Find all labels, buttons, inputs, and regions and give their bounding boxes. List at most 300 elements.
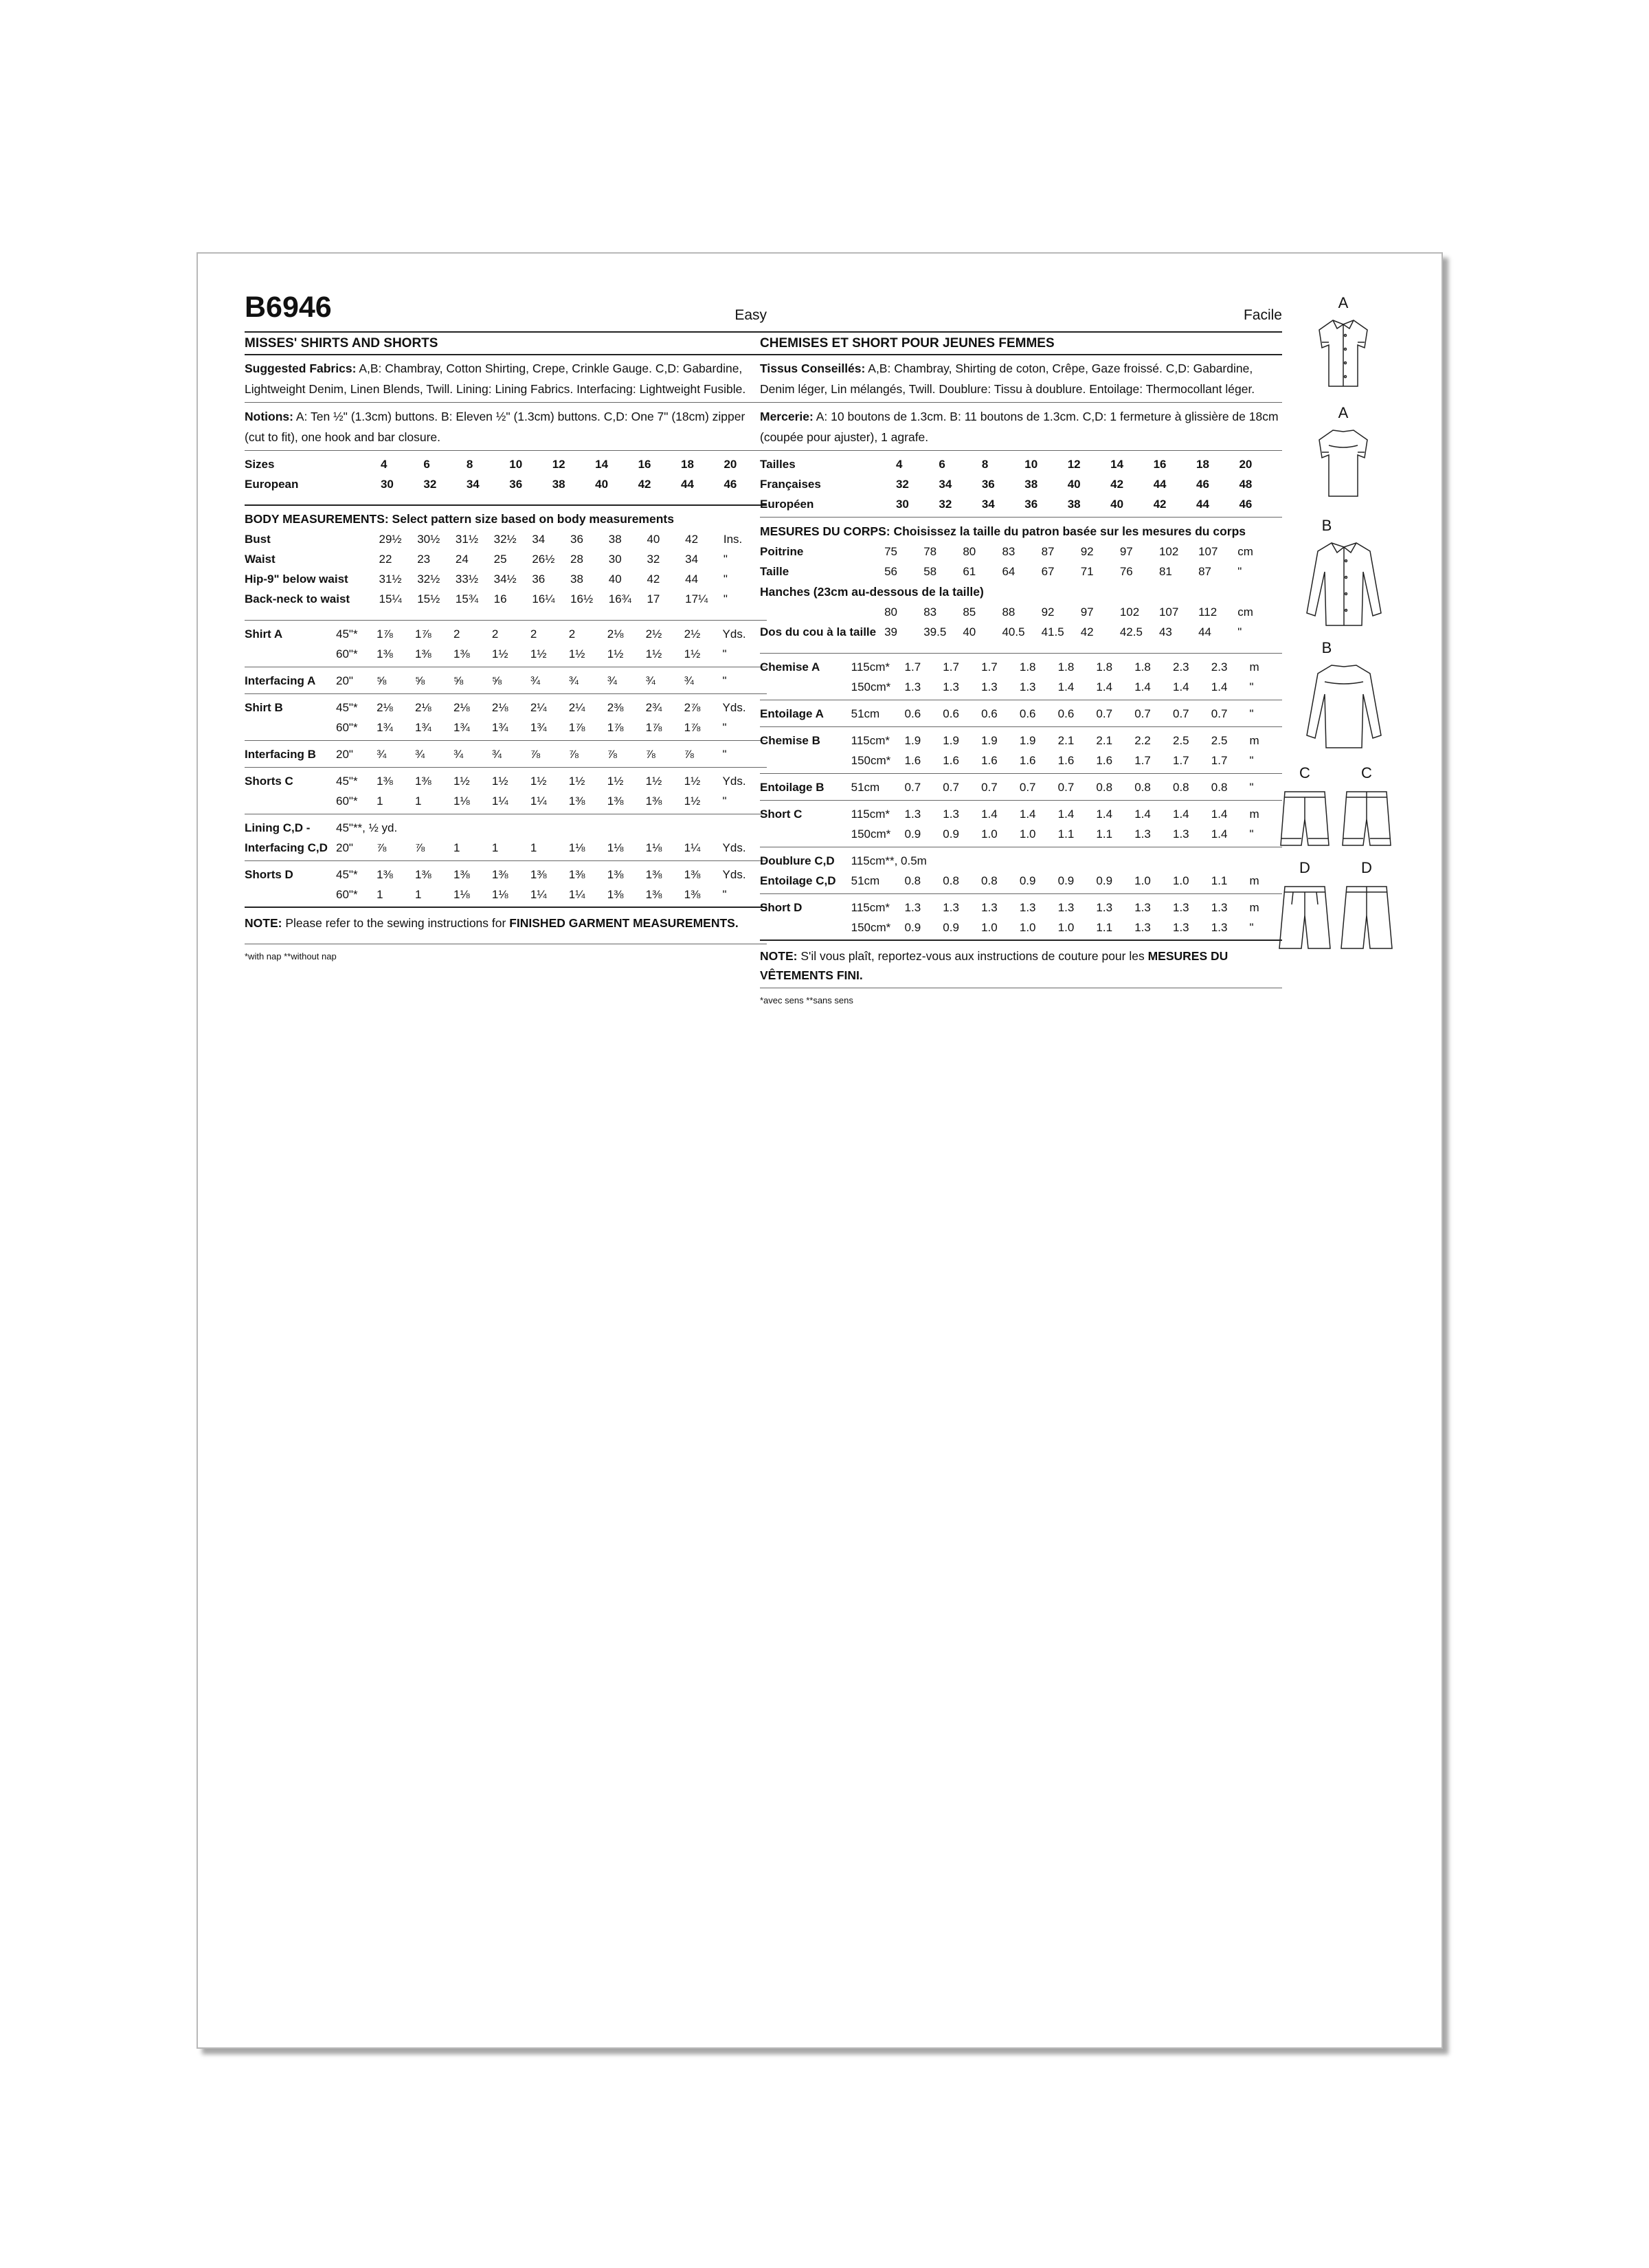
cell-value: 1¼ bbox=[684, 841, 701, 854]
cell-value: 1.4 bbox=[1096, 680, 1113, 693]
cell-value: 1 bbox=[415, 794, 422, 808]
cell-value: 83 bbox=[923, 605, 937, 619]
cell-value: 102 bbox=[1158, 545, 1179, 558]
cell-value: 1.4 bbox=[981, 808, 998, 821]
cell-value: 60"* bbox=[336, 888, 358, 901]
yardage-row bbox=[245, 838, 767, 858]
cell-value: 115cm* bbox=[851, 808, 890, 821]
cell-value: 1.1 bbox=[1057, 827, 1075, 841]
row-label: European bbox=[245, 478, 299, 491]
yardage-row bbox=[760, 918, 1282, 937]
yardage-table bbox=[760, 731, 1282, 770]
cell-value: 97 bbox=[1080, 605, 1094, 619]
cell-value: 1.3 bbox=[943, 901, 959, 914]
cell-value: 33½ bbox=[455, 572, 479, 586]
cell-value: 44 bbox=[1198, 625, 1212, 638]
cell-value: 1⅛ bbox=[607, 841, 624, 854]
cell-value: 42 bbox=[1110, 478, 1124, 491]
footnote-fr: *avec sens **sans sens bbox=[760, 995, 853, 1005]
row-label: Taille bbox=[760, 565, 789, 578]
cell-value: 30 bbox=[895, 498, 909, 511]
cell-value: 1⅜ bbox=[645, 888, 662, 901]
cell-value: 87 bbox=[1041, 545, 1055, 558]
cell-value: 115cm* bbox=[851, 660, 890, 674]
cell-value: 1.4 bbox=[1096, 808, 1113, 821]
cell-value: Yds. bbox=[722, 627, 746, 641]
body-measurements-table-fr bbox=[760, 542, 1282, 581]
cell-value: 34 bbox=[532, 533, 546, 546]
cell-value: 1.4 bbox=[1134, 808, 1151, 821]
cell-value: ⅞ bbox=[684, 748, 694, 761]
yardage-section-fr bbox=[760, 653, 1282, 937]
cell-value: 1⅛ bbox=[568, 841, 585, 854]
cell-value: ⅞ bbox=[530, 748, 541, 761]
cell-value: 1.4 bbox=[1057, 808, 1075, 821]
yardage-row bbox=[245, 771, 767, 791]
cell-value: 1.3 bbox=[1057, 901, 1075, 914]
cell-value: m bbox=[1249, 734, 1259, 747]
cell-value: 1.9 bbox=[943, 734, 959, 747]
cell-value: 2.5 bbox=[1211, 734, 1228, 747]
cell-value: 1½ bbox=[530, 775, 547, 788]
cell-value: 1½ bbox=[491, 775, 508, 788]
cell-value: " bbox=[1249, 921, 1254, 934]
cell-value: 34 bbox=[939, 478, 952, 491]
yardage-table bbox=[245, 744, 767, 764]
cell-value: 42 bbox=[1153, 498, 1167, 511]
cell-value: 1⅞ bbox=[377, 627, 393, 641]
cell-value: 18 bbox=[1196, 458, 1209, 471]
cell-value: 2¼ bbox=[530, 701, 547, 714]
note-fr: NOTE: S'il vous plaît, reportez-vous aux instructions de couture pour les MESURES DU VÊTEMENTS FINI. bbox=[760, 949, 1229, 982]
cell-value: 1⅜ bbox=[377, 775, 393, 788]
cell-value: 1.1 bbox=[1096, 921, 1113, 934]
view-a-front: A bbox=[1312, 294, 1374, 390]
cell-value: 45"* bbox=[336, 775, 358, 788]
cell-value: 2½ bbox=[684, 627, 701, 641]
cell-value: ¾ bbox=[645, 674, 655, 687]
cell-value: 8 bbox=[981, 458, 989, 471]
cell-value: " bbox=[1249, 754, 1254, 767]
cell-value: 1.3 bbox=[981, 901, 998, 914]
cell-value: 1.7 bbox=[943, 660, 959, 674]
cell-value: 14 bbox=[595, 458, 609, 471]
cell-value: 0.9 bbox=[943, 921, 959, 934]
cell-value: 1 bbox=[491, 841, 499, 854]
cell-value: 1.4 bbox=[1211, 808, 1228, 821]
cell-value: 1.9 bbox=[981, 734, 998, 747]
cell-value: 2 bbox=[530, 627, 537, 641]
row-label bbox=[245, 644, 336, 664]
cell-value: 45"* bbox=[336, 868, 358, 881]
cell-value: ¾ bbox=[377, 748, 387, 761]
cell-value: " bbox=[722, 674, 727, 687]
notions: Notions: A: Ten ½" (1.3cm) buttons. B: Eleven ½" (1.3cm) buttons. C,D: One 7" (18cm) zipper (cut to fit), one hook and bar closure. bbox=[245, 410, 745, 444]
cell-value: 0.7 bbox=[1134, 707, 1151, 720]
cell-value: 0.7 bbox=[904, 781, 921, 794]
row-label: Tailles bbox=[760, 458, 796, 471]
row-label bbox=[760, 602, 884, 622]
cell-value: 1⅜ bbox=[491, 868, 508, 881]
body-row bbox=[245, 589, 767, 609]
pattern-title: MISSES' SHIRTS AND SHORTS bbox=[245, 336, 438, 351]
cell-value: Yds. bbox=[722, 775, 746, 788]
cell-value: 1.7 bbox=[1134, 754, 1151, 767]
cell-value: 1⅞ bbox=[645, 721, 662, 734]
row-label: Entoilage A bbox=[760, 707, 824, 720]
yardage-row bbox=[245, 671, 767, 691]
cell-value: 2⅜ bbox=[607, 701, 624, 714]
notions-fr: Mercerie: A: 10 boutons de 1.3cm. B: 11 boutons de 1.3cm. C,D: 1 fermeture à glissière de 18cm (coupée pour ajuster), 1 agrafe. bbox=[760, 410, 1279, 444]
row-label: Interfacing B bbox=[245, 748, 316, 761]
cell-value: 1.0 bbox=[1019, 921, 1036, 934]
cell-value: 1½ bbox=[453, 775, 470, 788]
cell-value: 1½ bbox=[568, 775, 585, 788]
yardage-section bbox=[245, 620, 767, 904]
cell-value: 8 bbox=[466, 458, 473, 471]
body-measurements-header: BODY MEASUREMENTS: Select pattern size based on body measurements bbox=[245, 512, 674, 526]
row-label: Doublure C,D bbox=[760, 854, 835, 867]
cell-value: m bbox=[1249, 808, 1259, 821]
cell-value: 0.6 bbox=[1057, 707, 1075, 720]
cell-value: 0.6 bbox=[943, 707, 959, 720]
cell-value: 1¾ bbox=[453, 721, 470, 734]
cell-value: 44 bbox=[681, 478, 694, 491]
cell-value: 51cm bbox=[851, 781, 880, 794]
cell-value: 1½ bbox=[530, 647, 547, 660]
yardage-row bbox=[760, 657, 1282, 677]
cell-value: ⅞ bbox=[645, 748, 655, 761]
cell-value: m bbox=[1249, 660, 1259, 674]
cell-value: 115cm* bbox=[851, 734, 890, 747]
cell-value: 39.5 bbox=[923, 625, 947, 638]
row-label bbox=[760, 824, 851, 844]
cell-value: 1¼ bbox=[530, 794, 547, 808]
cell-value: 0.8 bbox=[1134, 781, 1151, 794]
cell-value: Ins. bbox=[723, 533, 743, 546]
cell-value: " bbox=[1249, 680, 1254, 693]
yardage-row bbox=[245, 624, 767, 644]
cell-value: 1.1 bbox=[1096, 827, 1113, 841]
cell-value: m bbox=[1249, 874, 1259, 887]
cell-value: 1¾ bbox=[377, 721, 393, 734]
cell-value: 1.7 bbox=[1211, 754, 1228, 767]
cell-value: 1 bbox=[415, 888, 422, 901]
cell-value: 1.3 bbox=[904, 680, 921, 693]
cell-value: 87 bbox=[1198, 565, 1212, 578]
yardage-row bbox=[760, 704, 1282, 724]
pattern-envelope-back bbox=[197, 252, 1443, 2049]
cell-value: 1.3 bbox=[1172, 921, 1189, 934]
cell-value: 150cm* bbox=[851, 827, 891, 841]
cell-value: 41.5 bbox=[1041, 625, 1064, 638]
yardage-table bbox=[245, 671, 767, 691]
cell-value: 18 bbox=[681, 458, 694, 471]
cell-value: 0.9 bbox=[1019, 874, 1036, 887]
cell-value: 2⅛ bbox=[377, 701, 393, 714]
cell-value: 58 bbox=[923, 565, 937, 578]
cell-value: 24 bbox=[455, 553, 469, 566]
cell-value: " bbox=[722, 721, 727, 734]
cell-value: 36 bbox=[981, 478, 995, 491]
shirt-long-sleeve-front-icon bbox=[1296, 537, 1392, 634]
cell-value: 51cm bbox=[851, 874, 880, 887]
cell-value: 2.5 bbox=[1172, 734, 1189, 747]
cell-value: 4 bbox=[380, 458, 388, 471]
difficulty-label-fr: Facile bbox=[1243, 307, 1282, 323]
french-column bbox=[760, 292, 1282, 1005]
cell-value: 46 bbox=[1196, 478, 1209, 491]
cell-value: 32 bbox=[939, 498, 952, 511]
row-label: Chemise B bbox=[760, 734, 820, 747]
cell-value: 1½ bbox=[684, 647, 701, 660]
cell-value: 2 bbox=[453, 627, 460, 641]
cell-value: 2⅛ bbox=[415, 701, 431, 714]
cell-value: 42 bbox=[638, 478, 651, 491]
english-column bbox=[245, 292, 767, 961]
cell-value: 1⅜ bbox=[607, 888, 624, 901]
cell-value: 1.3 bbox=[1134, 827, 1151, 841]
cell-value: 36 bbox=[1024, 498, 1038, 511]
cell-value: 1.3 bbox=[1172, 827, 1189, 841]
view-b-front: B bbox=[1296, 517, 1358, 634]
cell-value: 32 bbox=[647, 553, 660, 566]
cell-value: 38 bbox=[570, 572, 583, 586]
cell-value: 1.7 bbox=[1172, 754, 1189, 767]
cell-value: 75 bbox=[884, 545, 898, 558]
cell-value: 40 bbox=[1110, 498, 1124, 511]
cell-value: 0.6 bbox=[1019, 707, 1036, 720]
cell-value: ⅝ bbox=[415, 674, 425, 687]
cell-value: 107 bbox=[1158, 605, 1179, 619]
yardage-row bbox=[760, 871, 1282, 891]
cell-value: 0.8 bbox=[1172, 781, 1189, 794]
cell-value: 48 bbox=[1239, 478, 1253, 491]
cell-value: 150cm* bbox=[851, 754, 891, 767]
cell-value: 10 bbox=[1024, 458, 1038, 471]
body-row bbox=[245, 529, 767, 549]
pattern-code: B6946 bbox=[245, 291, 332, 324]
cell-value: 2.3 bbox=[1211, 660, 1228, 674]
yardage-row bbox=[245, 698, 767, 718]
row-label: Bust bbox=[245, 533, 271, 546]
cell-value: m bbox=[1249, 901, 1259, 914]
body-row bbox=[760, 542, 1282, 562]
cell-value: 1.9 bbox=[1019, 734, 1036, 747]
cell-value: 30 bbox=[380, 478, 394, 491]
cell-value: 1¼ bbox=[568, 888, 585, 901]
yardage-row bbox=[760, 751, 1282, 770]
cell-value: 38 bbox=[1067, 498, 1081, 511]
row-label: Françaises bbox=[760, 478, 821, 491]
cell-value: 46 bbox=[723, 478, 737, 491]
cell-value: 1⅛ bbox=[645, 841, 662, 854]
cell-value: 1⅜ bbox=[415, 647, 431, 660]
row-label bbox=[760, 677, 851, 697]
cell-value: 31½ bbox=[379, 572, 402, 586]
cell-value: 38 bbox=[552, 478, 565, 491]
cell-value: 2½ bbox=[645, 627, 662, 641]
cell-value: 0.8 bbox=[981, 874, 998, 887]
cell-value: Yds. bbox=[722, 701, 746, 714]
cell-value: 36 bbox=[570, 533, 583, 546]
cell-value: 112 bbox=[1198, 605, 1218, 619]
shorts-d-back-icon bbox=[1336, 880, 1398, 955]
cell-value: 1.4 bbox=[1172, 808, 1189, 821]
cell-value: 36 bbox=[509, 478, 523, 491]
cell-value: 0.9 bbox=[904, 921, 921, 934]
cell-value: ¾ bbox=[491, 748, 502, 761]
yardage-table bbox=[245, 771, 767, 811]
cell-value: cm bbox=[1237, 605, 1253, 619]
view-a-back: A bbox=[1312, 404, 1374, 500]
yardage-row bbox=[760, 677, 1282, 697]
cell-value: 2 bbox=[491, 627, 499, 641]
cell-value: 1.8 bbox=[1096, 660, 1113, 674]
cell-value: 1.6 bbox=[1019, 754, 1036, 767]
cell-value: 80 bbox=[963, 545, 976, 558]
cell-value: 0.7 bbox=[1057, 781, 1075, 794]
row-label: Poitrine bbox=[760, 545, 804, 558]
cell-value: 1⅞ bbox=[684, 721, 701, 734]
cell-value: 0.6 bbox=[981, 707, 998, 720]
row-label: Short D bbox=[760, 901, 803, 914]
cell-value: 97 bbox=[1119, 545, 1133, 558]
cell-value: 1.3 bbox=[981, 680, 998, 693]
cell-value: ¾ bbox=[607, 674, 617, 687]
cell-value: 1 bbox=[377, 794, 383, 808]
cell-value: 92 bbox=[1080, 545, 1094, 558]
cell-value: 1.1 bbox=[1211, 874, 1228, 887]
cell-value: 115cm* bbox=[851, 901, 890, 914]
cell-value: 107 bbox=[1198, 545, 1218, 558]
cell-value: 2 bbox=[568, 627, 576, 641]
cell-value: 2.2 bbox=[1134, 734, 1151, 747]
cell-value: 1.3 bbox=[943, 680, 959, 693]
view-d-back: D bbox=[1336, 859, 1398, 955]
view-b-back: B bbox=[1296, 639, 1358, 756]
cell-value: 26½ bbox=[532, 553, 555, 566]
body-row bbox=[245, 549, 767, 569]
row-label bbox=[760, 751, 851, 770]
cell-value: 1.0 bbox=[1019, 827, 1036, 841]
sizes-table bbox=[245, 454, 767, 494]
suggested-fabrics-fr: Tissus Conseillés: A,B: Chambray, Shirting de coton, Crêpe, Gaze froissé. C,D: Gabardine, Denim léger, Lin mélangés, Twill. Doublure: Tissu à doublure. Entoilage: Thermocollant léger. bbox=[760, 362, 1255, 396]
row-label: Short C bbox=[760, 808, 803, 821]
cell-value: 42 bbox=[1080, 625, 1094, 638]
yardage-row bbox=[245, 644, 767, 664]
cell-value: 1.3 bbox=[1019, 901, 1036, 914]
cell-value: 30 bbox=[608, 553, 622, 566]
cell-value: 16 bbox=[638, 458, 651, 471]
row-label: Entoilage C,D bbox=[760, 874, 836, 887]
cell-value: " bbox=[1249, 781, 1254, 794]
yardage-row bbox=[760, 824, 1282, 844]
cell-value: Yds. bbox=[722, 841, 746, 854]
cell-value: 23 bbox=[417, 553, 431, 566]
cell-value: 45"* bbox=[336, 627, 358, 641]
cell-value: 46 bbox=[1239, 498, 1253, 511]
row-label: Shorts D bbox=[245, 868, 293, 881]
cell-value: ¾ bbox=[530, 674, 541, 687]
cell-value: 1⅜ bbox=[453, 647, 470, 660]
cell-value: 40 bbox=[608, 572, 622, 586]
cell-value: ⅝ bbox=[453, 674, 464, 687]
cell-value: 1⅜ bbox=[568, 868, 585, 881]
cell-value: 0.7 bbox=[1019, 781, 1036, 794]
cell-value: 1¾ bbox=[530, 721, 547, 734]
view-c-front: C bbox=[1274, 764, 1336, 854]
cell-value: " bbox=[1249, 827, 1254, 841]
cell-value: 71 bbox=[1080, 565, 1094, 578]
cell-value: 83 bbox=[1002, 545, 1016, 558]
cell-value: 2⅛ bbox=[491, 701, 508, 714]
cell-value: " bbox=[722, 647, 727, 660]
yardage-table bbox=[245, 698, 767, 737]
yardage-row bbox=[245, 885, 767, 904]
cell-value: " bbox=[1237, 565, 1242, 578]
yardage-table bbox=[245, 624, 767, 664]
pattern-title-fr: CHEMISES ET SHORT POUR JEUNES FEMMES bbox=[760, 336, 1055, 351]
cell-value: 2.1 bbox=[1096, 734, 1113, 747]
yardage-row bbox=[760, 804, 1282, 824]
cell-value: 0.9 bbox=[904, 827, 921, 841]
cell-value: 12 bbox=[552, 458, 565, 471]
cell-value: cm bbox=[1237, 545, 1253, 558]
row-label: Shorts C bbox=[245, 775, 293, 788]
cell-value: 20 bbox=[1239, 458, 1253, 471]
cell-value: 40.5 bbox=[1002, 625, 1025, 638]
cell-value: 0.7 bbox=[943, 781, 959, 794]
cell-value: 45"**, ½ yd. bbox=[336, 821, 398, 834]
view-d-front: D bbox=[1274, 859, 1336, 955]
cell-value: 2.3 bbox=[1172, 660, 1189, 674]
cell-value: 64 bbox=[1002, 565, 1016, 578]
cell-value: 44 bbox=[685, 572, 699, 586]
cell-value: " bbox=[723, 553, 728, 566]
cell-value: 1.7 bbox=[904, 660, 921, 674]
body-measurements-header-fr: MESURES DU CORPS: Choisissez la taille du patron basée sur les mesures du corps bbox=[760, 524, 1246, 538]
cell-value: 61 bbox=[963, 565, 976, 578]
cell-value: 6 bbox=[423, 458, 430, 471]
shorts-d-front-icon bbox=[1274, 880, 1336, 955]
cell-value: 1 bbox=[377, 888, 383, 901]
cell-value: 85 bbox=[963, 605, 976, 619]
cell-value: 32½ bbox=[417, 572, 440, 586]
cell-value: 6 bbox=[939, 458, 945, 471]
note: NOTE: Please refer to the sewing instructions for FINISHED GARMENT MEASUREMENTS. bbox=[245, 916, 739, 930]
cell-value: 1.9 bbox=[904, 734, 921, 747]
row-label bbox=[245, 885, 336, 904]
sizes-row bbox=[245, 454, 767, 474]
yardage-row bbox=[760, 898, 1282, 918]
cell-value: 10 bbox=[509, 458, 523, 471]
cell-value: 1.4 bbox=[1172, 680, 1189, 693]
cell-value: 1½ bbox=[491, 647, 508, 660]
suggested-fabrics: Suggested Fabrics: A,B: Chambray, Cotton Shirting, Crepe, Crinkle Gauge. C,D: Gabardine, Lightweight Denim, Linen Blends, Twill. Lining: Lining Fabrics. Interfacing: Lightweight Fusible. bbox=[245, 362, 746, 396]
cell-value: 1.8 bbox=[1057, 660, 1075, 674]
cell-value: 20 bbox=[723, 458, 737, 471]
cell-value: 12 bbox=[1067, 458, 1081, 471]
cell-value: 1⅛ bbox=[491, 888, 508, 901]
cell-value: 1.6 bbox=[981, 754, 998, 767]
cell-value: 92 bbox=[1041, 605, 1055, 619]
shirt-long-sleeve-back-icon bbox=[1296, 660, 1392, 756]
sizes-row bbox=[760, 494, 1282, 514]
row-label bbox=[245, 718, 336, 737]
cell-value: 1⅜ bbox=[415, 868, 431, 881]
cell-value: 1⅜ bbox=[645, 794, 662, 808]
